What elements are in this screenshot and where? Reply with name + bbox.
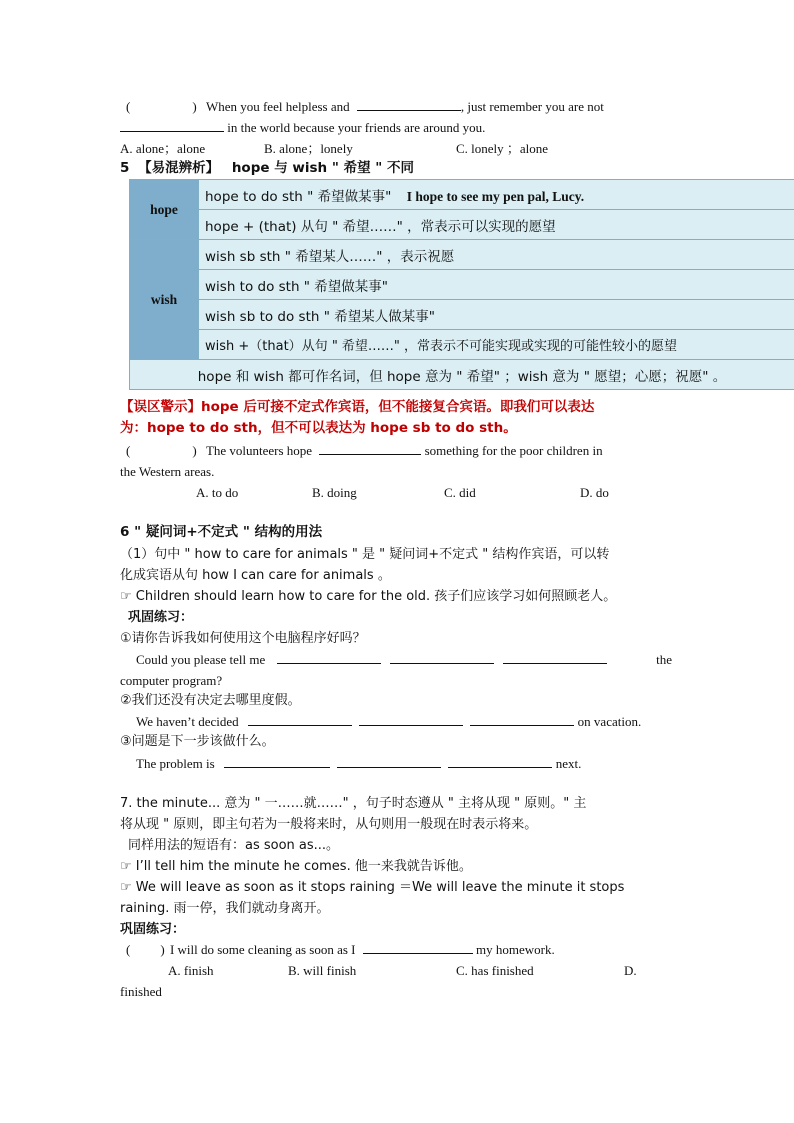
- section-7-example-2-wrap: raining. 雨一停，我们就动身离开。: [120, 901, 330, 916]
- answer-blank[interactable]: [470, 713, 574, 726]
- hope-row-1: hope to do sth " 希望做某事" I hope to see my pen pal, Lucy.: [199, 180, 794, 210]
- wish-row-2: wish to do sth " 希望做某事": [199, 270, 794, 300]
- section-5-title: 5 【易混辨析】 hope 与 wish " 希望 " 不同: [120, 160, 415, 176]
- option-d[interactable]: D. do: [580, 485, 609, 500]
- practice-2-en: We haven’t decided on vacation.: [136, 714, 642, 729]
- practice-1-en-wrap: computer program?: [120, 673, 223, 688]
- section-6-line-1: （1）句中 " how to care for animals " 是 " 疑问词+不定式 " 结构作宾语，可以转: [120, 547, 610, 562]
- option-d-wrap: finished: [120, 984, 162, 999]
- answer-paren-close: ): [192, 99, 197, 114]
- section-6-line-2: 化成宾语从句 how I can care for animals 。: [120, 568, 391, 583]
- practice-1-zh: ①请你告诉我如何使用这个电脑程序好吗？: [120, 631, 366, 646]
- answer-blank[interactable]: [120, 119, 224, 132]
- hope-example: I hope to see my pen pal, Lucy.: [406, 188, 585, 204]
- answer-blank[interactable]: [248, 713, 352, 726]
- question-1-line-2: [120, 119, 485, 136]
- pointing-hand-icon: ☞: [120, 589, 132, 604]
- option-b[interactable]: B. alone；lonely: [264, 141, 353, 156]
- question-2-line-2: the Western areas.: [120, 464, 215, 479]
- section-7-line-3: 同样用法的短语有：as soon as...。: [128, 838, 340, 853]
- section-7-line-2: 将从现 " 原则，即主句若为一般将来时，从句则用一般现在时表示将来。: [120, 817, 538, 832]
- practice-1-en: Could you please tell me the: [136, 652, 672, 667]
- option-a[interactable]: A. to do: [196, 485, 239, 500]
- section-7-example-2: ☞ We will leave as soon as it stops raining ＝We will leave the minute it stops: [120, 880, 625, 895]
- option-a[interactable]: A. alone；alone: [120, 141, 206, 156]
- pointing-hand-icon: ☞: [120, 859, 132, 874]
- noun-usage-note: hope 和 wish 都可作名词，但 hope 意为 " 希望" ；wish 意为 " 愿望；心愿；祝愿" 。: [130, 360, 794, 390]
- wish-key-cell: wish: [130, 240, 199, 360]
- practice-2-zh: ②我们还没有决定去哪里度假。: [120, 693, 301, 708]
- answer-blank[interactable]: [224, 755, 330, 768]
- section-7-line-1: 7. the minute... 意为 " 一……就……" ，句子时态遵从 " 主将从现 " 原则。" 主: [120, 796, 587, 811]
- section-6-title: 6 " 疑问词+不定式 " 结构的用法: [120, 524, 323, 540]
- warning-line-2: 为：hope to do sth，但不可以表达为 hope sb to do sth。: [120, 420, 517, 436]
- answer-blank[interactable]: [359, 713, 463, 726]
- hope-key-cell: hope: [130, 180, 199, 240]
- question-3-line-1: ( ) I will do some cleaning as soon as I my homework.: [126, 942, 555, 957]
- section-7-example-1: ☞ I’ll tell him the minute he comes. 他一来我就告诉他。: [120, 859, 472, 874]
- hope-wish-comparison-table: [129, 179, 794, 390]
- section-6-example: ☞ Children should learn how to care for the old. 孩子们应该学习如何照顾老人。: [120, 589, 617, 604]
- answer-blank[interactable]: [319, 442, 421, 455]
- answer-blank[interactable]: [503, 651, 607, 664]
- wish-row-1: wish sb sth " 希望某人……" ，表示祝愿: [199, 240, 794, 270]
- answer-blank[interactable]: [390, 651, 494, 664]
- pointing-hand-icon: ☞: [120, 880, 132, 895]
- answer-blank[interactable]: [363, 941, 473, 954]
- question-1-text-c: in the world because your friends are around you.: [227, 120, 486, 135]
- answer-blank[interactable]: [277, 651, 381, 664]
- question-1-text-a: When you feel helpless and: [205, 99, 350, 114]
- question-1-text-b: , just remember you are not: [460, 99, 604, 114]
- wish-row-4: wish +（that）从句 " 希望……" ，常表示不可能实现或实现的可能性较小的愿望: [199, 330, 794, 360]
- question-1-line-1: [126, 98, 604, 115]
- wish-row-3: wish sb to do sth " 希望某人做某事": [199, 300, 794, 330]
- option-a[interactable]: A. finish: [168, 963, 214, 978]
- option-c[interactable]: C. has finished: [456, 963, 534, 978]
- hope-row-2: hope + (that) 从句 " 希望……" ，常表示可以实现的愿望: [199, 210, 794, 240]
- practice-3-en: The problem is next.: [136, 756, 582, 771]
- practice-3-zh: ③问题是下一步该做什么。: [120, 734, 275, 749]
- answer-blank[interactable]: [337, 755, 441, 768]
- warning-line-1: 【误区警示】hope 后可接不定式作宾语，但不能接复合宾语。即我们可以表达: [120, 399, 595, 415]
- answer-blank[interactable]: [357, 98, 461, 111]
- option-b[interactable]: B. doing: [312, 485, 357, 500]
- answer-paren-open: (: [126, 99, 131, 114]
- practice-title-2: 巩固练习：: [120, 922, 186, 937]
- question-2-line-1: ( ) The volunteers hope something for the poor children in: [126, 443, 603, 458]
- option-b[interactable]: B. will finish: [288, 963, 357, 978]
- option-c[interactable]: C. lonely ；alone: [456, 141, 549, 156]
- option-d[interactable]: D.: [624, 963, 637, 978]
- option-c[interactable]: C. did: [444, 485, 476, 500]
- answer-blank[interactable]: [448, 755, 552, 768]
- practice-title: 巩固练习：: [128, 610, 194, 625]
